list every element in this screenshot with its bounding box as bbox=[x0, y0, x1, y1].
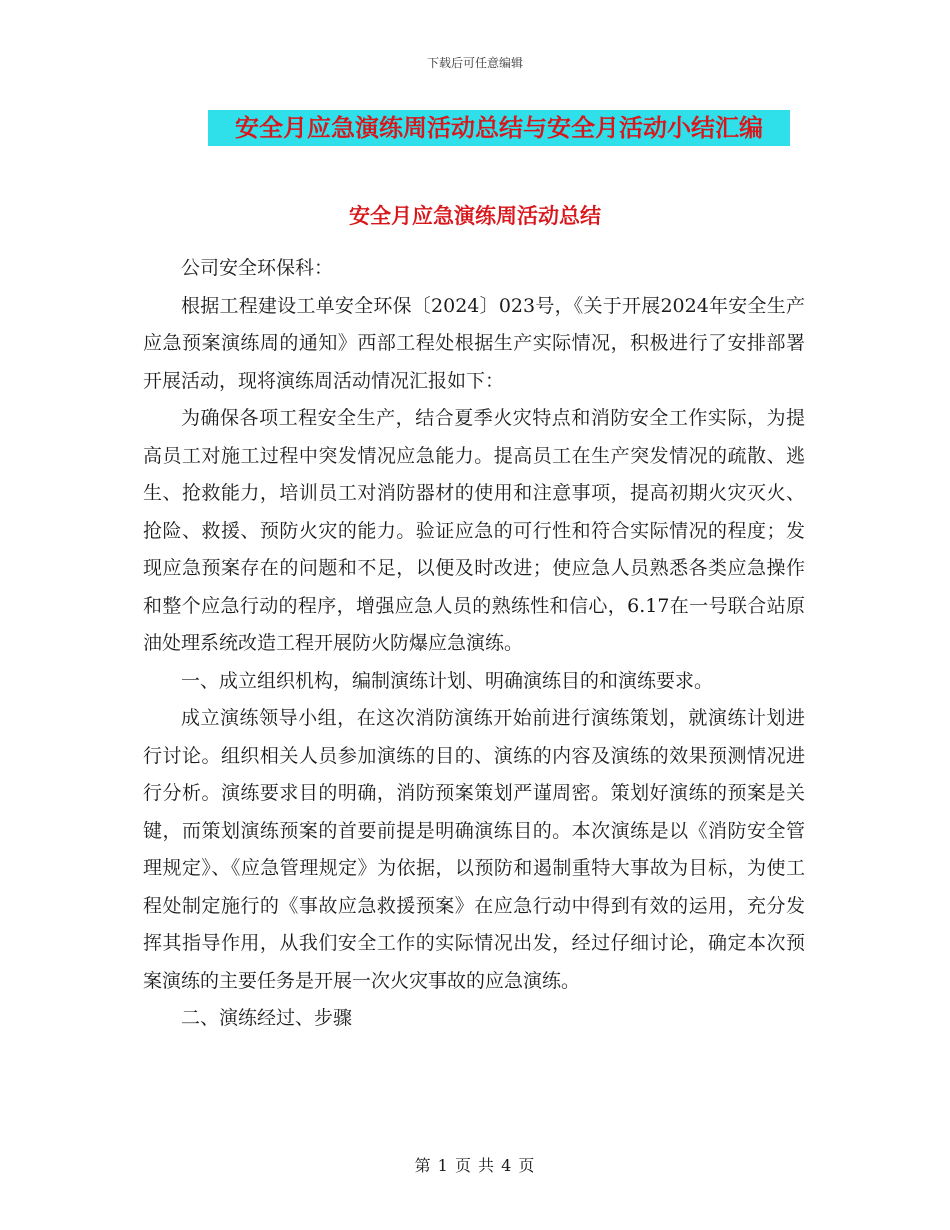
page-indicator: 第 1 页 共 4 页 bbox=[414, 1156, 536, 1175]
section-title: 安全月应急演练周活动总结 bbox=[349, 204, 601, 228]
document-body bbox=[143, 218, 805, 1038]
header-note: 下载后可任意编辑 bbox=[426, 56, 523, 70]
paragraph-heading-one: 一、成立组织机构，编制演练计划、明确演练目的和演练要求。 bbox=[181, 669, 714, 692]
paragraph-organization: 成立演练领导小组，在这次消防演练开始前进行演练策划，就演练计划进行讨论。组织相关人员参加演练的目的、演练的内容及演练的效果预测情况进行分析。演练要求目的明确，消防预案策划严谨周密。策划好演练的预案是关键，而策划演练预案的首要前提是明确演练目的。本次演练是以《消防安全管理规定》、《应急管理规定》为依据，以预防和遏制重特大事故为目标，为使工程处制定施行的《事故应急救援预案》在应急行动中得到有效的运用，充分发挥其指导作用，从我们安全工作的实际情况出发，经过仔细讨论，确定本次预案演练的主要任务是开展一次火灾事故的应急演练。 bbox=[143, 707, 805, 992]
paragraph-addressee: 公司安全环保科： bbox=[181, 257, 334, 279]
paragraph-intro: 根据工程建设工单安全环保〔2024〕023号，《关于开展2024年安全生产应急预案演练周的通知》西部工程处根据生产实际情况，积极进行了安排部署开展活动，现将演练周活动情况汇报如下： bbox=[143, 294, 805, 392]
document-title: 安全月应急演练周活动总结与安全月活动小结汇编 bbox=[208, 110, 790, 146]
paragraph-heading-two: 二、演练经过、步骤 bbox=[181, 1007, 353, 1029]
paragraph-purpose: 为确保各项工程安全生产，结合夏季火灾特点和消防安全工作实际，为提高员工对施工过程中突发情况应急能力。提高员工在生产突发情况的疏散、逃生、抢救能力，培训员工对消防器材的使用和注意事项，提高初期火灾灭火、抢险、救援、预防火灾的能力。验证应急的可行性和符合实际情况的程度；发现应急预案存在的问题和不足，以便及时改进；使应急人员熟悉各类应急操作和整个应急行动的程序，增强应急人员的熟练性和信心，6.17在一号联合站原油处理系统改造工程开展防火防爆应急演练。 bbox=[143, 407, 805, 654]
